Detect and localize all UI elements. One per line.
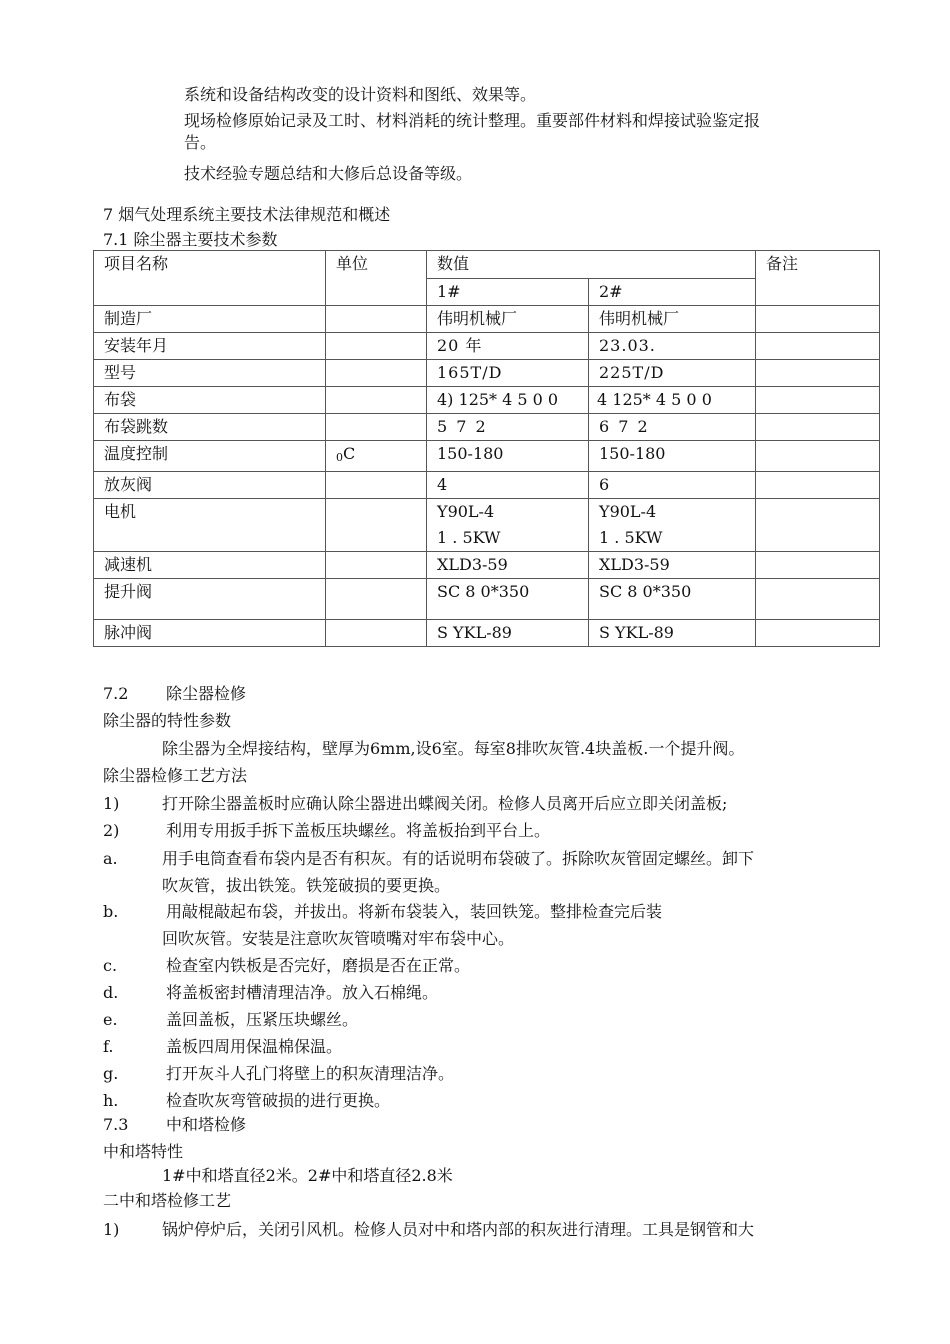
section-7-title: 7 烟气处理系统主要技术法律规范和概述	[103, 205, 391, 224]
table-row	[94, 552, 880, 579]
cell-note	[756, 552, 880, 579]
cell-unit	[326, 552, 427, 579]
cell-name: 放灰阀	[94, 472, 326, 499]
section-7-2-title: 除尘器检修	[166, 684, 247, 703]
step-text: 盖板四周用保温棉保温。	[166, 1037, 343, 1056]
cell-unit	[326, 333, 427, 360]
step-text: 用手电筒查看布袋内是否有积灰。有的话说明布袋破了。拆除吹灰管固定螺丝。卸下	[162, 849, 755, 868]
cell-unit	[326, 414, 427, 441]
cell-v2: SC 8 0*350	[589, 579, 756, 620]
table-row	[94, 579, 880, 620]
cell-unit	[326, 441, 427, 472]
cell-note	[756, 387, 880, 414]
cell-v1: 20 年	[427, 333, 589, 360]
section-7-1-title: 7.1 除尘器主要技术参数	[103, 230, 278, 249]
cell-note	[756, 579, 880, 620]
cell-name: 制造厂	[94, 306, 326, 333]
step-text: 打开除尘器盖板时应确认除尘器进出蝶阀关闭。检修人员离开后应立即关闭盖板;	[162, 794, 728, 813]
step-mark: g.	[103, 1064, 119, 1083]
cell-unit	[326, 579, 427, 620]
cell-name: 布袋	[94, 387, 326, 414]
cell-note	[756, 306, 880, 333]
neutralization-tower-method-title: 二中和塔检修工艺	[103, 1191, 232, 1210]
table-header-row	[94, 251, 880, 279]
cell-unit	[326, 360, 427, 387]
degree-mark: 0	[336, 451, 343, 464]
step-mark: b.	[103, 902, 119, 921]
step-text: 利用专用扳手拆下盖板压块螺丝。将盖板抬到平台上。	[166, 821, 551, 840]
unit-celsius: C	[343, 444, 356, 463]
step-mark: 2)	[103, 821, 120, 840]
section-7-3-number: 7.3	[103, 1115, 129, 1134]
cell-v1: 150-180	[427, 441, 589, 472]
cell-v2: 23.03.	[589, 333, 756, 360]
step-text: 打开灰斗人孔门将壁上的积灰清理洁净。	[166, 1064, 455, 1083]
cell-name: 提升阀	[94, 579, 326, 620]
step-text: 将盖板密封槽清理洁净。放入石棉绳。	[166, 983, 439, 1002]
table-row	[94, 441, 880, 472]
cell-v1: 5 7 2	[427, 414, 589, 441]
cell-v1: XLD3-59	[427, 552, 589, 579]
cell-v1: SC 8 0*350	[427, 579, 589, 620]
cell-v2: 150-180	[589, 441, 756, 472]
cell-name: 型号	[94, 360, 326, 387]
table-row	[94, 499, 880, 552]
intro-line-2: 现场检修原始记录及工时、材料消耗的统计整理。重要部件材料和焊接试验鉴定报	[184, 111, 761, 130]
table-row	[94, 387, 880, 414]
cell-v2: 伟明机械厂	[589, 306, 756, 333]
step-mark: c.	[103, 956, 118, 975]
section-7-2-number: 7.2	[103, 684, 129, 703]
header-note: 备注	[756, 251, 880, 306]
table-row	[94, 414, 880, 441]
cell-v2: 6	[589, 472, 756, 499]
cell-v1	[427, 499, 589, 552]
intro-line-4: 技术经验专题总结和大修后总设备等级。	[184, 164, 473, 183]
motor-model-1: Y90L-4	[437, 502, 495, 521]
dust-collector-spec-table	[93, 250, 880, 647]
cell-v2: 225T/D	[589, 360, 756, 387]
step-text: 盖回盖板，压紧压块螺丝。	[166, 1010, 359, 1029]
table-row	[94, 306, 880, 333]
cell-v2: 6 7 2	[589, 414, 756, 441]
motor-power-2: 1 . 5KW	[599, 528, 663, 547]
cell-v1: 4	[427, 472, 589, 499]
step-text: 锅炉停炉后，关闭引风机。检修人员对中和塔内部的积灰进行清理。工具是钢管和大	[162, 1220, 755, 1239]
step-text: 检查室内铁板是否完好，磨损是否在正常。	[166, 956, 471, 975]
table-row	[94, 360, 880, 387]
cell-unit	[326, 620, 427, 647]
cell-note	[756, 360, 880, 387]
table-row	[94, 333, 880, 360]
cell-v2: XLD3-59	[589, 552, 756, 579]
cell-unit	[326, 387, 427, 414]
step-mark: f.	[103, 1037, 114, 1056]
step-text: 检查吹灰弯管破损的进行更换。	[166, 1091, 391, 1110]
cell-unit	[326, 472, 427, 499]
cell-name: 电机	[94, 499, 326, 552]
cell-v1: 伟明机械厂	[427, 306, 589, 333]
cell-note	[756, 414, 880, 441]
cell-v1: 4) 125* 4 5 0 0	[427, 387, 589, 414]
cell-note	[756, 441, 880, 472]
cell-note	[756, 333, 880, 360]
cell-name: 温度控制	[94, 441, 326, 472]
cell-unit	[326, 306, 427, 333]
cell-v2	[589, 499, 756, 552]
cell-note	[756, 620, 880, 647]
intro-line-3: 告。	[184, 133, 217, 152]
cell-note	[756, 472, 880, 499]
step-text-continued: 吹灰管，拔出铁笼。铁笼破损的要更换。	[162, 876, 451, 895]
step-text: 用敲棍敲起布袋，并拔出。将新布袋装入，装回铁笼。整排检查完后装	[166, 902, 663, 921]
cell-name: 减速机	[94, 552, 326, 579]
cell-name: 安装年月	[94, 333, 326, 360]
cell-name: 布袋跳数	[94, 414, 326, 441]
motor-model-2: Y90L-4	[599, 502, 657, 521]
neutralization-tower-char-text: 1#中和塔直径2米。2#中和塔直径2.8米	[162, 1166, 453, 1185]
cell-v1: S YKL-89	[427, 620, 589, 647]
header-value: 数值	[427, 251, 756, 279]
header-col-1: 1#	[427, 278, 589, 306]
step-mark: d.	[103, 983, 119, 1002]
step-mark: 1)	[103, 1220, 120, 1239]
section-7-3-title: 中和塔检修	[166, 1115, 247, 1134]
table-row	[94, 472, 880, 499]
cell-v2: S YKL-89	[589, 620, 756, 647]
step-mark: 1)	[103, 794, 120, 813]
neutralization-tower-char-title: 中和塔特性	[103, 1142, 184, 1161]
cell-unit	[326, 499, 427, 552]
step-text-continued: 回吹灰管。安装是注意吹灰管喷嘴对牢布袋中心。	[162, 929, 515, 948]
motor-power-1: 1 . 5KW	[437, 528, 501, 547]
dust-collector-char-text: 除尘器为全焊接结构，壁厚为6mm,设6室。每室8排吹灰管.4块盖板.一个提升阀。	[162, 739, 745, 758]
table-row	[94, 620, 880, 647]
cell-name: 脉冲阀	[94, 620, 326, 647]
header-col-2: 2#	[589, 278, 756, 306]
cell-v2: 4 125* 4 5 0 0	[589, 387, 756, 414]
dust-collector-method-title: 除尘器检修工艺方法	[103, 766, 248, 785]
cell-v1: 165T/D	[427, 360, 589, 387]
cell-note	[756, 499, 880, 552]
intro-line-1: 系统和设备结构改变的设计资料和图纸、效果等。	[184, 85, 537, 104]
header-unit: 单位	[326, 251, 427, 306]
dust-collector-char-title: 除尘器的特性参数	[103, 711, 232, 730]
header-item-name: 项目名称	[94, 251, 326, 306]
step-mark: e.	[103, 1010, 118, 1029]
step-mark: h.	[103, 1091, 119, 1110]
step-mark: a.	[103, 849, 118, 868]
